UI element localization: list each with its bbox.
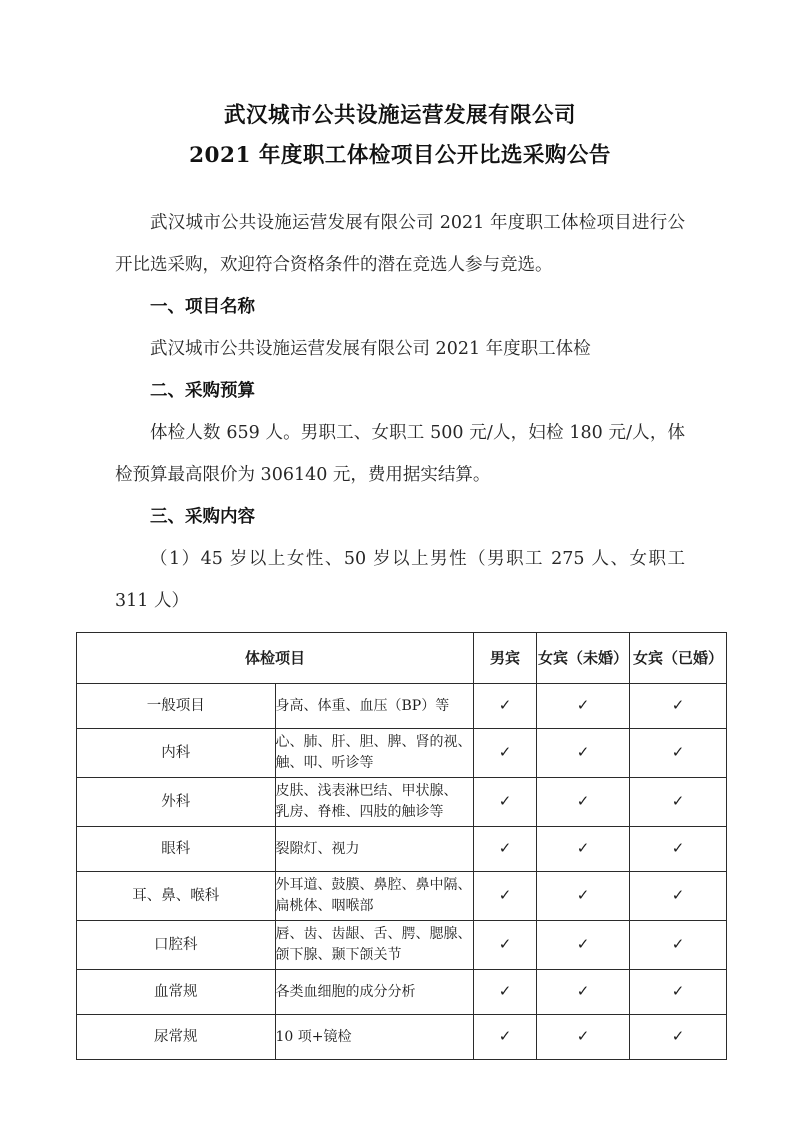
detail-line: 颌下腺、颞下颌关节 xyxy=(275,947,402,963)
cell-detail xyxy=(275,684,474,729)
check-icon: ✓ xyxy=(671,839,685,857)
cell-check-female-married xyxy=(630,872,727,921)
table-row xyxy=(77,827,727,872)
table-header-female-single: 女宾（未婚） xyxy=(537,633,630,684)
check-icon: ✓ xyxy=(671,696,685,714)
check-icon: ✓ xyxy=(498,886,512,904)
cell-detail xyxy=(275,827,474,872)
cell-check-male xyxy=(474,827,537,872)
cell-check-male xyxy=(474,872,537,921)
check-icon: ✓ xyxy=(498,839,512,857)
section-heading-3: 三、采购内容 xyxy=(150,507,255,527)
table-header-male: 男宾 xyxy=(474,633,537,684)
table-row xyxy=(77,684,727,729)
check-icon: ✓ xyxy=(576,839,590,857)
table-row xyxy=(77,970,727,1015)
cell-check-female-single xyxy=(537,778,630,827)
cell-check-female-single xyxy=(537,872,630,921)
section-body-2: 体检人数 659 人。男职工、女职工 500 元/人，妇检 180 元/人，体检预算最高限价为 306140 元，费用据实结算。 xyxy=(115,423,685,485)
cell-check-female-single xyxy=(537,729,630,778)
check-icon: ✓ xyxy=(498,696,512,714)
check-icon: ✓ xyxy=(576,982,590,1000)
check-icon: ✓ xyxy=(498,1027,512,1045)
cell-check-female-married xyxy=(630,778,727,827)
cell-check-male xyxy=(474,1015,537,1060)
cell-category: 耳、鼻、喉科 xyxy=(77,872,276,921)
cell-check-male xyxy=(474,778,537,827)
detail-line: 身高、体重、血压（BP）等 xyxy=(275,697,450,714)
table-row xyxy=(77,729,727,778)
table-header-female-married: 女宾（已婚） xyxy=(630,633,727,684)
title-line-2: 2021 年度职工体检项目公开比选采购公告 xyxy=(189,143,611,168)
cell-check-female-single xyxy=(537,684,630,729)
check-icon: ✓ xyxy=(576,1027,590,1045)
check-icon: ✓ xyxy=(498,743,512,761)
section-body-3: （1）45 岁以上女性、50 岁以上男性（男职工 275 人、女职工 311 人） xyxy=(115,549,685,611)
table-body xyxy=(77,684,727,1060)
check-icon: ✓ xyxy=(576,696,590,714)
cell-check-female-single xyxy=(537,921,630,970)
cell-category: 口腔科 xyxy=(77,921,276,970)
page-title xyxy=(0,0,800,176)
intro-paragraph: 武汉城市公共设施运营发展有限公司 2021 年度职工体检项目进行公开比选采购，欢迎符合资格条件的潜在竞选人参与竞选。 xyxy=(115,213,685,275)
cell-detail xyxy=(275,778,474,827)
cell-detail xyxy=(275,872,474,921)
check-icon: ✓ xyxy=(576,743,590,761)
detail-line: 裂隙灯、视力 xyxy=(275,840,360,857)
check-icon: ✓ xyxy=(576,792,590,810)
section-heading-1: 一、项目名称 xyxy=(150,297,255,317)
check-icon: ✓ xyxy=(576,886,590,904)
check-icon: ✓ xyxy=(671,935,685,953)
cell-check-male xyxy=(474,729,537,778)
check-icon: ✓ xyxy=(498,792,512,810)
check-icon: ✓ xyxy=(671,886,685,904)
document-body xyxy=(115,176,685,622)
check-icon: ✓ xyxy=(498,982,512,1000)
detail-line: 10 项+镜检 xyxy=(275,1028,352,1045)
cell-category: 内科 xyxy=(77,729,276,778)
exam-table-wrapper xyxy=(76,632,724,1060)
cell-check-female-married xyxy=(630,970,727,1015)
table-row xyxy=(77,778,727,827)
table-row xyxy=(77,1015,727,1060)
cell-check-male xyxy=(474,684,537,729)
table-header-exam-item: 体检项目 xyxy=(77,633,474,684)
cell-detail xyxy=(275,921,474,970)
table-header xyxy=(77,633,727,684)
cell-check-male xyxy=(474,970,537,1015)
detail-line: 乳房、脊椎、四肢的触诊等 xyxy=(275,804,444,820)
cell-check-male xyxy=(474,921,537,970)
cell-check-female-married xyxy=(630,921,727,970)
cell-check-female-married xyxy=(630,729,727,778)
detail-line: 心、肺、肝、胆、脾、肾的视、 xyxy=(275,734,472,750)
table-row xyxy=(77,872,727,921)
check-icon: ✓ xyxy=(498,935,512,953)
table-row xyxy=(77,921,727,970)
cell-category: 外科 xyxy=(77,778,276,827)
cell-detail xyxy=(275,729,474,778)
cell-category: 尿常规 xyxy=(77,1015,276,1060)
exam-items-table xyxy=(76,632,727,1060)
cell-check-female-married xyxy=(630,827,727,872)
detail-line: 触、叩、听诊等 xyxy=(275,755,374,771)
check-icon: ✓ xyxy=(671,743,685,761)
detail-line: 唇、齿、齿龈、舌、腭、腮腺、 xyxy=(275,926,472,942)
cell-check-female-single xyxy=(537,970,630,1015)
cell-category: 血常规 xyxy=(77,970,276,1015)
detail-line: 皮肤、浅表淋巴结、甲状腺、 xyxy=(275,783,458,799)
title-line-1: 武汉城市公共设施运营发展有限公司 xyxy=(223,103,576,128)
cell-detail xyxy=(275,1015,474,1060)
cell-category: 眼科 xyxy=(77,827,276,872)
cell-check-female-single xyxy=(537,827,630,872)
check-icon: ✓ xyxy=(671,1027,685,1045)
detail-line: 扁桃体、咽喉部 xyxy=(275,898,374,914)
section-body-1: 武汉城市公共设施运营发展有限公司 2021 年度职工体检 xyxy=(150,339,591,359)
check-icon: ✓ xyxy=(576,935,590,953)
cell-detail xyxy=(275,970,474,1015)
cell-check-female-single xyxy=(537,1015,630,1060)
cell-check-female-married xyxy=(630,684,727,729)
detail-line: 各类血细胞的成分分析 xyxy=(275,983,416,1000)
cell-category: 一般项目 xyxy=(77,684,276,729)
section-heading-2: 二、采购预算 xyxy=(150,381,255,401)
table-header-row xyxy=(77,633,727,684)
check-icon: ✓ xyxy=(671,792,685,810)
check-icon: ✓ xyxy=(671,982,685,1000)
detail-line: 外耳道、鼓膜、鼻腔、鼻中隔、 xyxy=(275,877,472,893)
cell-check-female-married xyxy=(630,1015,727,1060)
